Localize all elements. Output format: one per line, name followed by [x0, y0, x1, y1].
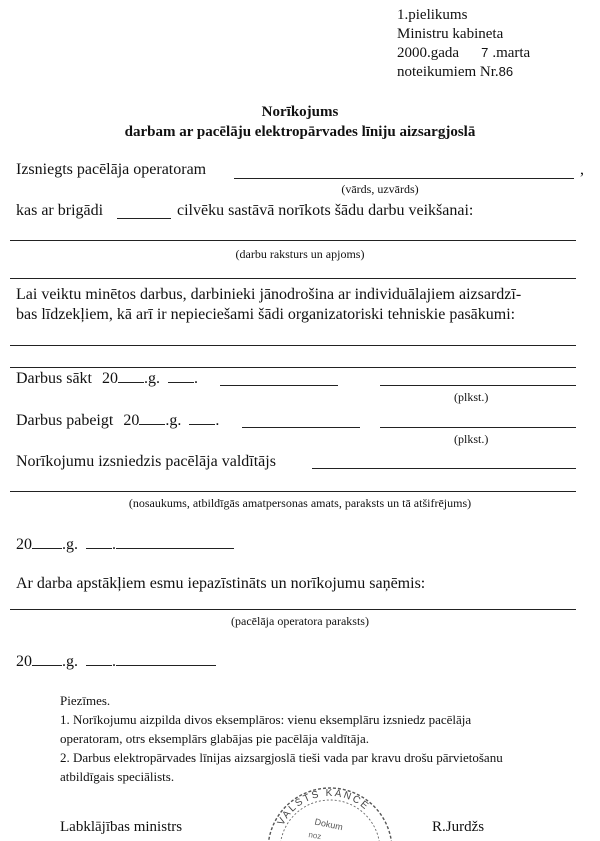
operator-signature-field[interactable] — [10, 609, 576, 610]
start-row — [16, 369, 198, 388]
operator-caption: (vārds, uzvārds) — [341, 182, 419, 196]
date2-row — [16, 652, 216, 671]
start-label: Darbus sākt — [16, 370, 92, 387]
minister-title: Labklājības ministrs — [60, 819, 183, 835]
brigade-text-1: kas ar brigādi — [16, 202, 104, 219]
issuer-field-2[interactable] — [10, 491, 576, 492]
date2-g: .g. — [62, 653, 78, 670]
stamp-bot-text: noz — [307, 830, 323, 841]
operator-label: Izsniegts pacēlāja operatoram — [16, 161, 207, 178]
header-number: 86 — [498, 64, 514, 79]
issuer-caption: (nosaukums, atbildīgās amatpersonas amats, paraksts un tā atšifrējums) — [128, 496, 472, 510]
note1-line2: operatoram, otrs eksemplārs glabājas pie pacēlāja valdītāja. — [60, 731, 369, 746]
start-time-caption: (plkst.) — [454, 390, 489, 404]
finish-month-field[interactable] — [242, 427, 360, 428]
header-day: 7 — [481, 45, 489, 60]
title-line-2: darbam ar pacēlāju elektropārvades līniju aizsargjoslā — [124, 124, 476, 140]
date1-year-field[interactable] — [32, 536, 62, 549]
note2-line2: atbildīgais speciālists. — [60, 769, 175, 784]
acknowledge-caption: (pacēlāja operatora paraksts) — [231, 614, 369, 628]
header-year: 2000.gada — [397, 45, 460, 61]
stamp-svg — [262, 782, 398, 841]
date2-dot: . — [112, 653, 116, 670]
date1-row — [16, 535, 234, 554]
stamp-top-text: VALSTS KANCE — [275, 787, 372, 828]
measures-field-2[interactable] — [10, 367, 576, 368]
start-month-field[interactable] — [220, 385, 338, 386]
finish-label: Darbus pabeigt — [16, 412, 114, 429]
issuer-field[interactable] — [312, 468, 576, 469]
operator-name-field[interactable] — [234, 178, 574, 179]
finish-time-caption: (plkst.) — [454, 432, 489, 446]
acknowledge-text: Ar darba apstākļiem esmu iepazīstināts un norīkojumu saņēmis: — [16, 575, 426, 592]
header-line-3 — [397, 44, 530, 62]
work-description-field[interactable] — [10, 240, 576, 241]
start-g: .g. — [143, 370, 160, 387]
finish-g: .g. — [165, 412, 182, 429]
operator-comma: , — [580, 161, 584, 178]
date2-month-field[interactable] — [116, 653, 216, 666]
work-caption: (darbu raksturs un apjoms) — [235, 247, 365, 261]
finish-day-field[interactable] — [189, 412, 215, 425]
header-line-4 — [397, 63, 513, 81]
finish-row — [16, 411, 219, 430]
date1-dot: . — [112, 536, 116, 553]
issuer-label: Norīkojumu izsniedzis pacēlāja valdītājs — [16, 453, 276, 470]
measures-field-1[interactable] — [10, 345, 576, 346]
date2-day-field[interactable] — [86, 653, 112, 666]
header-month: .marta — [492, 45, 531, 61]
finish-time-field[interactable] — [380, 427, 576, 428]
start-dot: . — [193, 370, 198, 387]
header-ruling: noteikumiem Nr. — [397, 64, 499, 80]
start-year-field[interactable] — [118, 370, 144, 383]
date1-month-field[interactable] — [116, 536, 234, 549]
header-line-1: 1.pielikums — [397, 7, 468, 23]
note1-line1: 1. Norīkojumu aizpilda divos eksemplāros: vienu eksemplāru izsniedz pacēlāja — [60, 712, 472, 727]
start-day-field[interactable] — [168, 370, 194, 383]
title-line-1: Norīkojums — [261, 104, 339, 120]
notes-heading: Piezīmes. — [60, 693, 111, 708]
minister-name: R.Jurdžs — [432, 819, 485, 835]
header-line-2: Ministru kabineta — [397, 26, 504, 42]
date1-g: .g. — [62, 536, 78, 553]
date2-year-field[interactable] — [32, 653, 62, 666]
work-description-field-2[interactable] — [10, 278, 576, 279]
measures-line-1: Lai veiktu minētos darbus, darbinieki jānodrošina ar individuālajiem aizsardzī- — [16, 286, 522, 303]
date1-day-field[interactable] — [86, 536, 112, 549]
date2-year-prefix: 20 — [16, 653, 32, 670]
official-stamp — [262, 782, 398, 841]
finish-year-prefix: 20 — [123, 412, 140, 429]
start-time-field[interactable] — [380, 385, 576, 386]
measures-line-2: bas līdzekļiem, kā arī ir nepieciešami šādi organizatoriski tehniskie pasākumi: — [16, 306, 516, 323]
finish-year-field[interactable] — [139, 412, 165, 425]
stamp-mid-text: Dokum — [313, 816, 344, 833]
brigade-count-field[interactable] — [117, 218, 171, 219]
note2-line1: 2. Darbus elektropārvades līnijas aizsargjoslā tieši vada par kravu drošu pārvietošanu — [60, 750, 503, 765]
brigade-text-2: cilvēku sastāvā norīkots šādu darbu veikšanai: — [177, 202, 474, 219]
start-year-prefix: 20 — [101, 370, 118, 387]
date1-year-prefix: 20 — [16, 536, 32, 553]
finish-dot: . — [215, 412, 220, 429]
